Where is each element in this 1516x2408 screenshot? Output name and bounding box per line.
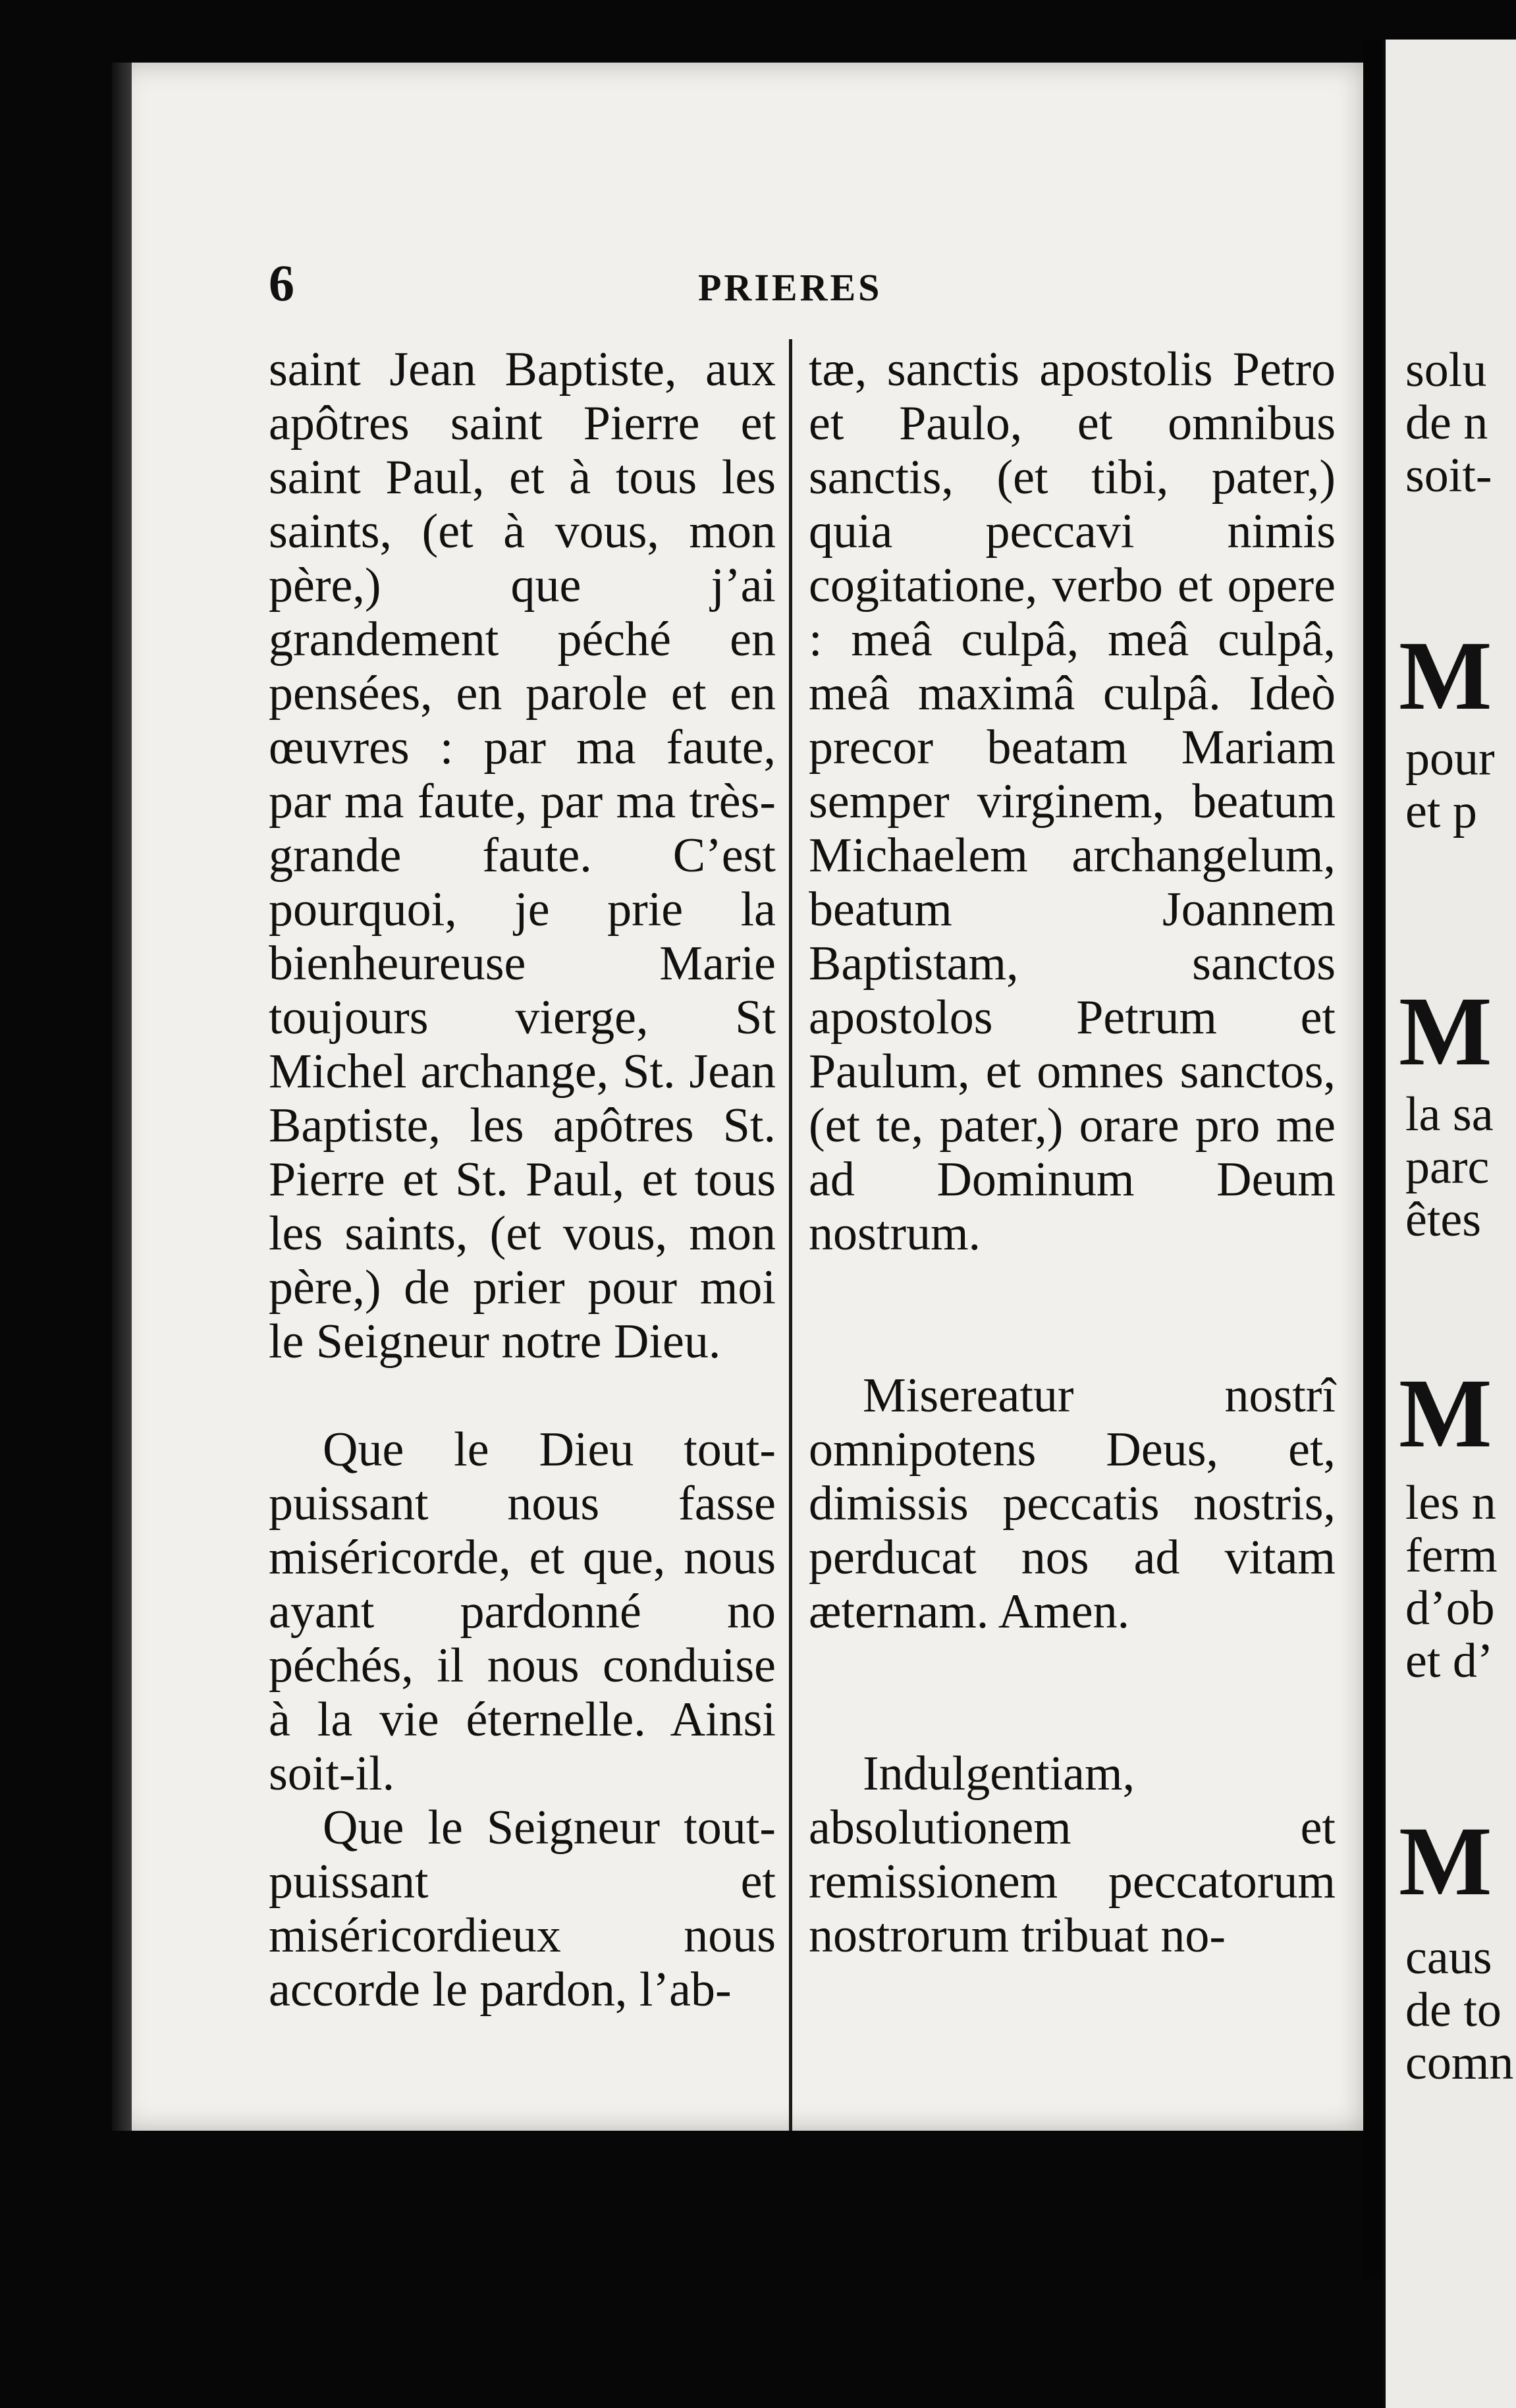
latin-paragraph-indulgentiam: Indulgentiam, absolutionem et remissionem peccatorum nostrorum tribuat no- [809,1747,1336,1963]
facing-page-line: soit- [1405,449,1492,503]
facing-page-line: caus [1405,1930,1492,1984]
french-paragraph-indulgentiam: Que le Seigneur tout-puissant et miséricordieux nous accorde le pardon, l’ab- [269,1801,776,2017]
facing-page-line: et p [1405,784,1477,838]
french-column [269,342,900,2147]
facing-page-line: comn [1405,2036,1514,2090]
page-number: 6 [269,254,294,312]
facing-page-line: êtes [1405,1193,1482,1247]
facing-page-line: solu [1405,343,1487,397]
facing-page-line: d’ob [1405,1581,1495,1635]
book-page [119,63,1363,2131]
drop-cap: M [1399,621,1492,730]
facing-page-line: de to [1405,1983,1502,2037]
facing-page-fragment [1383,40,1516,2408]
drop-cap: M [1399,1807,1492,1916]
page-header [119,254,1363,326]
facing-page-line: pour [1405,732,1495,786]
facing-page-line: parc [1405,1140,1490,1194]
latin-paragraph-confiteor: tæ, sanctis apostolis Petro et Paulo, et omnibus sanctis, (et tibi, pater,) quia peccavi nimis cogitatione, verbo et opere : meâ culpâ, meâ culpâ, meâ maximâ culpâ. Ideò precor beatam Mariam semper virginem, beatum Michaelem archangelum, beatum Joannem Baptistam, sanctos apostolos Petrum et Paulum, et omnes sanctos, (et te, pater,) orare pro me ad Dominum Deum nostrum. [809,342,1336,1261]
facing-page-line: la sa [1405,1087,1494,1141]
column-divider [789,339,792,2131]
facing-page-line: et d’ [1405,1634,1494,1688]
french-paragraph-misereatur: Que le Dieu tout-puissant nous fasse miséricorde, et que, nous ayant pardonné no péchés, il nous conduise à la vie éternelle. Ainsi soit-il. [269,1423,776,1801]
latin-paragraph-misereatur: Misereatur nostrî omnipotens Deus, et, dimissis peccatis nostris, perducat nos ad vitam æternam. Amen. [809,1369,1336,1639]
drop-cap: M [1399,977,1492,1086]
drop-cap: M [1399,1359,1492,1468]
facing-page-line: les n [1405,1476,1496,1530]
latin-column [809,342,1448,2147]
facing-page-line: ferm [1405,1529,1498,1583]
french-paragraph-confiteor: saint Jean Baptiste, aux apôtres saint Pierre et saint Paul, et à tous les saints, (et à vous, mon père,) que j’ai grandement péché en pensées, en parole et en œuvres : par ma faute, par ma faute, par ma très-grande faute. C’est pourquoi, je prie la bienheureuse Marie toujours vierge, St Michel archange, St. Jean Baptiste, les apôtres St. Pierre et St. Paul, et tous les saints, (et vous, mon père,) de prier pour moi le Seigneur notre Dieu. [269,342,776,1369]
running-head: PRIERES [698,266,882,309]
facing-page-line: de n [1405,396,1488,450]
